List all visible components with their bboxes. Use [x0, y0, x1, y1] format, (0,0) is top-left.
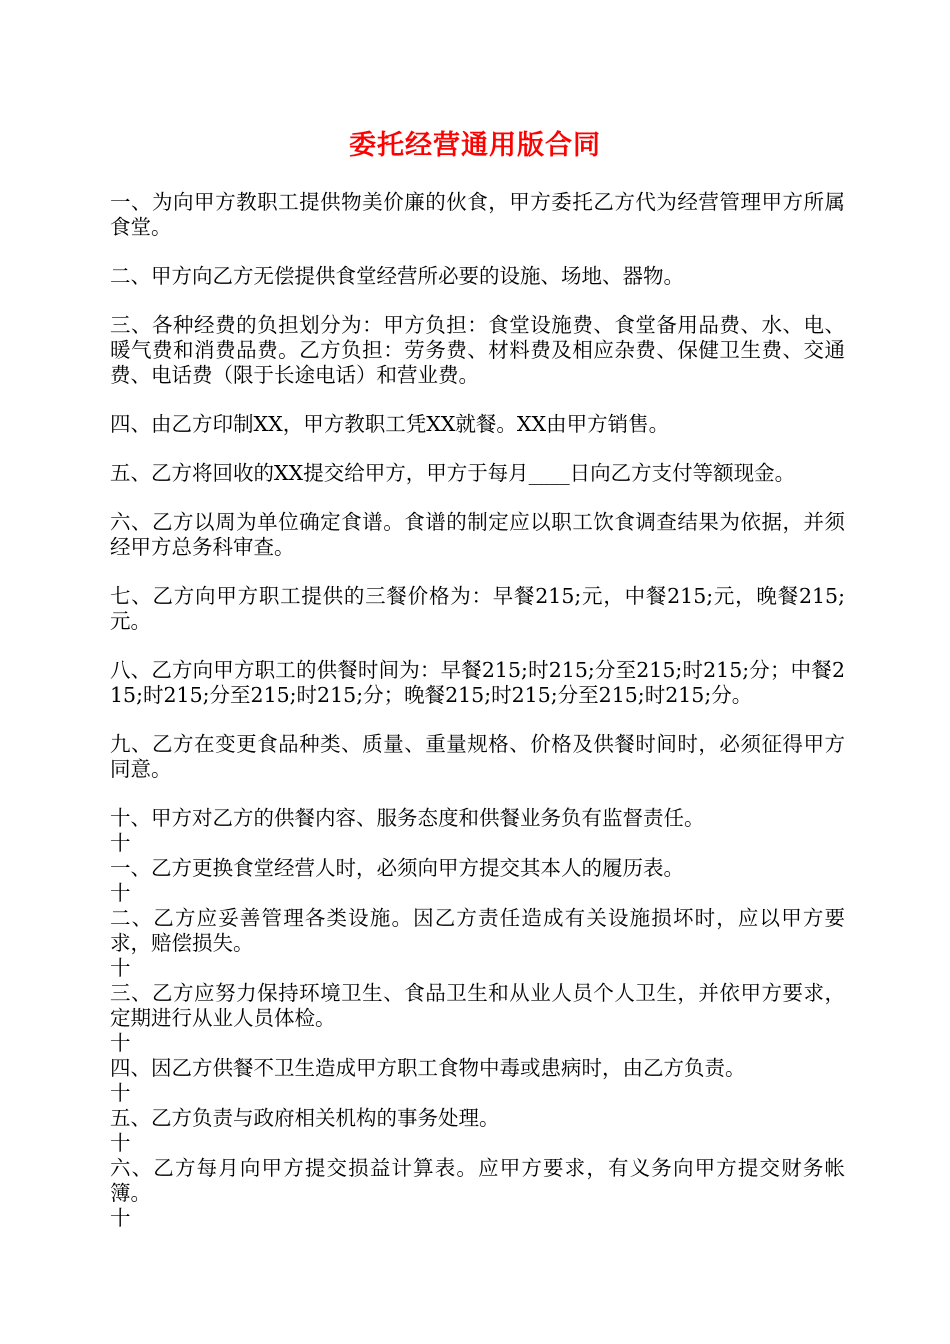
clause-2: 二、甲方向乙方无偿提供食堂经营所必要的设施、场地、器物。: [110, 264, 684, 288]
clause-1: 一、为向甲方教职工提供物美价廉的伙食，甲方委托乙方代为经营管理甲方所属食堂。: [110, 190, 845, 239]
clause-number-mark: 十: [110, 1081, 131, 1105]
clause-3: 三、各种经费的负担划分为：甲方负担：食堂设施费、食堂备用品费、水、电、暖气费和消费品费。乙方负担：劳务费、材料费及相应杂费、保健卫生费、交通费、电话费（限于长途电话）和营业费。: [110, 313, 845, 387]
clause-10: 十、甲方对乙方的供餐内容、服务态度和供餐业务负有监督责任。: [110, 806, 705, 830]
clause-8: 八、乙方向甲方职工的供餐时间为：早餐215;时215;分至215;时215;分；中餐215;时215;分至215;时215;分；晚餐215;时215;分至215;时215;分。: [110, 658, 845, 707]
document-body: [110, 190, 845, 1231]
clause-6: 六、乙方以周为单位确定食谱。食谱的制定应以职工饮食调查结果为依据，并须经甲方总务科审查。: [110, 510, 845, 559]
clause-number-mark: 十: [110, 831, 131, 855]
clause-12: 二、乙方应妥善管理各类设施。因乙方责任造成有关设施损坏时，应以甲方要求，赔偿损失。: [110, 906, 845, 955]
clause-number-mark: 十: [110, 881, 131, 905]
clause-13: 三、乙方应努力保持环境卫生、食品卫生和从业人员个人卫生，并依甲方要求，定期进行从业人员体检。: [110, 981, 845, 1030]
clause-4: 四、由乙方印制XX，甲方教职工凭XX就餐。XX由甲方销售。: [110, 412, 670, 436]
clause-15: 五、乙方负责与政府相关机构的事务处理。: [110, 1106, 500, 1130]
clause-5: 五、乙方将回收的XX提交给甲方，甲方于每月____日向乙方支付等额现金。: [110, 461, 796, 485]
clause-number-mark: 十: [110, 1206, 131, 1230]
clause-7: 七、乙方向甲方职工提供的三餐价格为：早餐215;元，中餐215;元，晚餐215;元。: [110, 584, 845, 633]
clause-14: 四、因乙方供餐不卫生造成甲方职工食物中毒或患病时，由乙方负责。: [110, 1056, 746, 1080]
clause-number-mark: 十: [110, 956, 131, 980]
document-title: 委托经营通用版合同: [349, 130, 601, 161]
clause-11: 一、乙方更换食堂经营人时，必须向甲方提交其本人的履历表。: [110, 856, 684, 880]
clause-number-mark: 十: [110, 1131, 131, 1155]
clause-number-mark: 十: [110, 1031, 131, 1055]
clause-9: 九、乙方在变更食品种类、质量、重量规格、价格及供餐时间时，必须征得甲方同意。: [110, 732, 845, 781]
clause-16: 六、乙方每月向甲方提交损益计算表。应甲方要求，有义务向甲方提交财务帐簿。: [110, 1156, 845, 1205]
